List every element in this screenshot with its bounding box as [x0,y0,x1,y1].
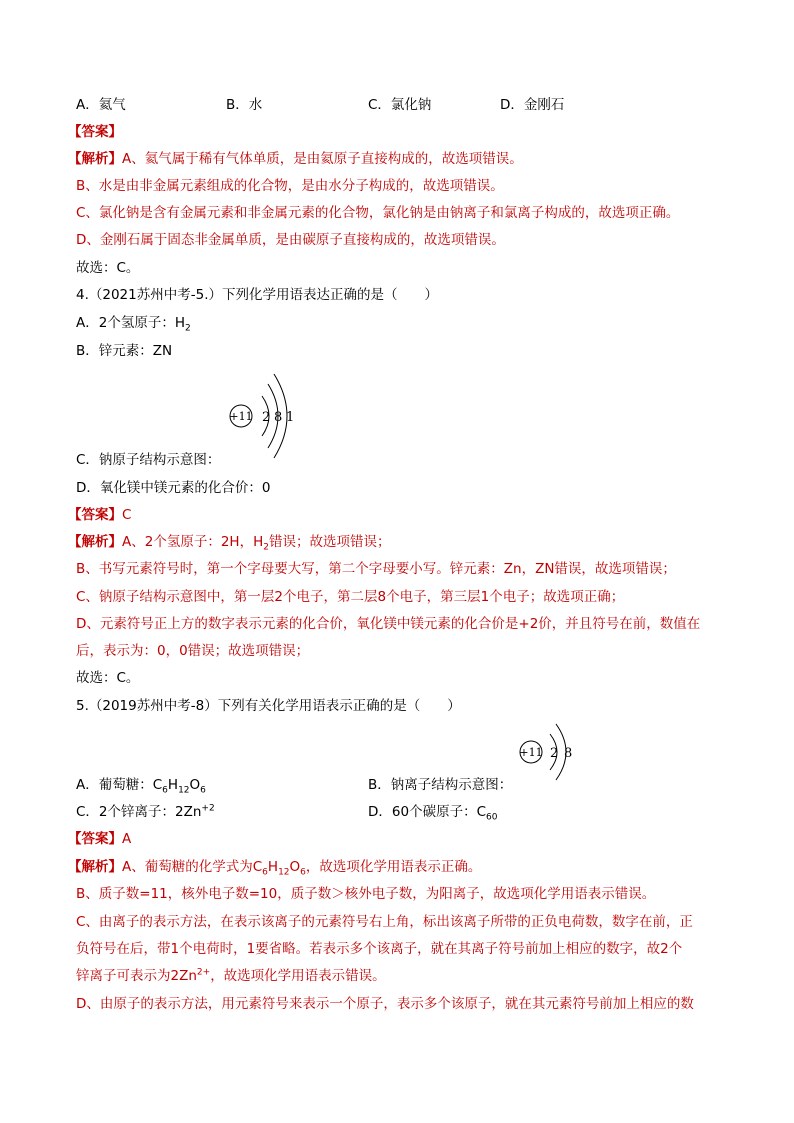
q5-option-c-sup: +2 [201,803,215,814]
q4-option-a [76,314,191,332]
q5-option-a-sub-3: 6 [200,785,206,796]
q4-analysis-a-pre: A、2个氢原子：2H，H [122,534,264,550]
q5-analysis-a-sub-1: 6 [262,867,268,878]
ion-shell-1-count: 2 [550,746,559,761]
q5-analysis-e-post: ，故选项化学用语表示错误。 [210,968,386,984]
q3-answer-tag: 【答案】 [68,124,122,140]
q5-analysis-line-1 [68,858,481,876]
q4-analysis-tag: 【解析】 [68,534,122,550]
q5-analysis-a-o: O [289,859,301,875]
q3-analysis-line-2: B、水是由非金属元素组成的化合物，是由水分子构成的，故选项错误。 [76,178,504,194]
q5-option-d-sub: 60 [486,812,498,823]
nucleus-label: +11 [229,410,253,423]
q3-analysis-tag: 【解析】 [68,151,122,167]
q5-analysis-e-sup: 2+ [196,967,211,978]
q5-analysis-a-post: ，故选项化学用语表示正确。 [305,859,482,875]
shell-1-count: 2 [262,410,271,425]
q5-option-a-pre: A．葡萄糖：C [76,777,163,793]
q4-choice: 故选：C。 [76,670,140,686]
q5-option-a [76,776,206,794]
q4-analysis-a-sub: 2 [263,542,269,553]
q4-analysis-a-post: 错误；故选项错误； [268,534,391,550]
q4-answer-line [68,506,131,524]
q3-option-d: D．金刚石 [500,97,565,113]
q5-stem: 5.（2019苏州中考-8）下列有关化学用语表示正确的是（ ） [76,698,461,714]
q5-option-c-pre: C．2个锌离子：2Zn [76,804,202,820]
q5-analysis-line-4: 负符号在后，带1个电荷时，1要省略。若表示多个该离子，就在其离子符号前加上相应的数字，故2个 [76,941,683,957]
q3-analysis-line-4: D、金刚石属于固态非金属单质，是由碳原子直接构成的，故选项错误。 [76,232,505,248]
q4-analysis-line-4: D、元素符号正上方的数字表示元素的化合价，氧化镁中镁元素的化合价是+2价，并且符号在前，数值在 [76,616,701,632]
q5-analysis-a-sub-2: 12 [278,867,290,878]
q5-option-d [368,803,497,821]
q3-choice: 故选：C。 [76,260,140,276]
q5-analysis-line-3: C、由离子的表示方法，在表示该离子的元素符号右上角，标出该离子所带的正负电荷数，数字在前，正 [76,914,693,930]
q3-option-c: C．氯化钠 [368,97,432,113]
shell-2-count: 8 [274,410,283,425]
q4-option-a-text: A．2个氢原子：H [76,315,185,331]
q5-analysis-a-sub-3: 6 [300,867,306,878]
q4-analysis-line-2: B、书写元素符号时，第一个字母要大写，第二个字母要小写。锌元素：Zn，ZN错误，故选项错误； [76,561,676,577]
q3-analysis-text-a: A、氦气属于稀有气体单质，是由氦原子直接构成的，故选项错误。 [122,151,523,167]
q4-answer-tag: 【答案】 [68,507,122,523]
q4-stem: 4.（2021苏州中考-5.）下列化学用语表达正确的是（ ） [76,287,438,303]
sodium-ion-diagram [512,722,578,788]
q4-analysis-line-5: 后，表示为：0，0错误；故选项错误； [76,643,310,659]
q5-option-a-h: H [167,777,179,793]
q5-option-d-pre: D．60个碳原子：C [368,804,486,820]
q5-option-c [76,803,215,821]
q5-analysis-line-6: D、由原子的表示方法，用元素符号来表示一个原子，表示多个该原子，就在其元素符号前加上相应的数 [76,996,694,1012]
q5-option-b: B．钠离子结构示意图： [368,777,513,793]
q5-option-a-sub-1: 6 [162,785,168,796]
q4-analysis-line-3: C、钠原子结构示意图中，第一层2个电子，第二层8个电子，第三层1个电子；故选项正确； [76,589,625,605]
q4-analysis-line-1 [68,533,390,551]
q4-option-c: C．钠原子结构示意图： [76,452,221,468]
q3-analysis-line-1 [68,150,523,168]
q5-option-a-o: O [189,777,201,793]
q4-option-a-sub: 2 [184,323,191,334]
sodium-atom-diagram [222,370,302,462]
q5-answer-value: A [122,831,132,847]
q5-analysis-line-2: B、质子数=11，核外电子数=10，质子数＞核外电子数，为阳离子，故选项化学用语表示错误。 [76,886,656,902]
q4-option-b: B．锌元素：ZN [76,343,173,359]
ion-nucleus-label: +11 [519,746,543,759]
q5-analysis-e-pre: 锌离子可表示为2Zn [76,968,197,984]
q3-analysis-line-3: C、氯化钠是含有金属元素和非金属元素的化合物，氯化钠是由钠离子和氯离子构成的，故选项正确。 [76,205,680,221]
q5-option-a-sub-2: 12 [178,785,190,796]
q5-answer-line [68,830,131,848]
ion-shell-2-count: 8 [564,746,573,761]
q5-analysis-tag: 【解析】 [68,859,122,875]
q3-option-a: A．氦气 [76,97,126,113]
q5-analysis-a-h: H [267,859,279,875]
q4-option-d: D．氧化镁中镁元素的化合价：0 [76,480,271,496]
q3-option-b: B．水 [226,97,263,113]
shell-3-count: 1 [286,410,295,425]
q5-analysis-a-pre: A、葡萄糖的化学式为C [122,859,263,875]
q4-answer-value: C [122,507,132,523]
q5-answer-tag: 【答案】 [68,831,122,847]
q5-analysis-line-5 [76,967,386,985]
